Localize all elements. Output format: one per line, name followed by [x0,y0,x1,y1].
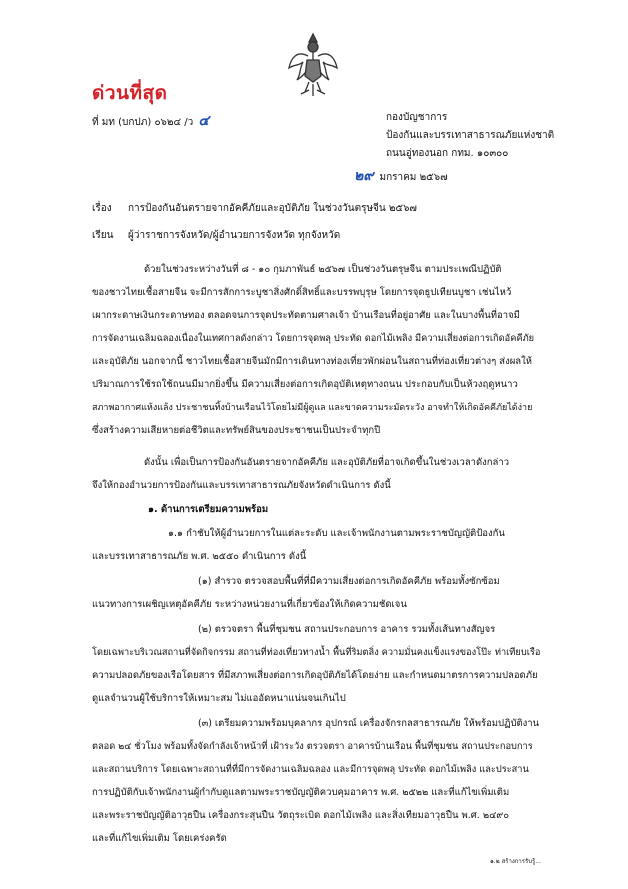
para1-line: และอุบัติภัย นอกจากนี้ ชาวไทยเชื้อสายจีนมักมีการเดินทางท่องเที่ยวพักผ่อนในสถานที่ท่องเที่ยวต่างๆ ส่งผลให้ [92,356,532,367]
para2-line: จึงให้กองอำนวยการป้องกันและบรรเทาสาธารณภัยจังหวัดดำเนินการ ดังนี้ [92,480,391,491]
section-1-title: ๑. ด้านการเตรียมความพร้อม [148,504,269,515]
sub-item-3-line: และพระราชบัญญัติอาวุธปืน เครื่องกระสุนปืน วัตถุระเบิด ดอกไม้เพลิง และสิ่งเทียมอาวุธปืน พ.ศ. ๒๔๙๐ [92,810,510,821]
para1-line: การจัดงานเฉลิมฉลองเนื่องในเทศกาลดังกล่าว โดยการจุดพลุ ประทัด ดอกไม้เพลิง มีความเสี่ยงต่อการเกิดอัคคีภัย [92,333,535,344]
para2-line: ดังนั้น เพื่อเป็นการป้องกันอันตรายจากอัคคีภัย และอุบัติภัยที่อาจเกิดขึ้นในช่วงเวลาดังกล่าว [144,457,510,468]
continuation-note: ๑.๒ สร้างการรับรู้... [490,858,541,865]
subject-text: การป้องกันอันตรายจากอัคคีภัยและอุบัติภัย ในช่วงวันตรุษจีน ๒๕๖๗ [128,203,417,214]
para1-line: ของชาวไทยเชื้อสายจีน จะมีการสักการะบูชาสิ่งศักดิ์สิทธิ์และบรรพบุรุษ โดยการจุดธูปเทียนบูชา เช่นไหว้ [92,287,512,298]
document-date [354,165,448,187]
document-number-handwritten: ๔ [198,113,210,129]
sender-line-3: ถนนอู่ทองนอก กทม. ๑๐๓๐๐ [386,148,509,159]
document-number-prefix: ที่ มท (บกปภ) ๐๖๒๔ /ว [92,117,194,128]
date-day-handwritten: ๒๙ [354,168,374,184]
para1-line: เผากระดาษเงินกระดาษทอง ตลอดจนการจุดประทัดตามศาลเจ้า บ้านเรือนที่อยู่อาศัย และในบางพื้นที่อาจมี [92,310,520,321]
para1-line: ซึ่งสร้างความเสียหายต่อชีวิตและทรัพย์สินของประชาชนเป็นประจำทุกปี [92,425,381,436]
date-month-year: มกราคม ๒๕๖๗ [379,172,448,183]
para1-line: ปริมาณการใช้รถใช้ถนนมีมากยิ่งขึ้น มีความเสี่ยงต่อการเกิดอุบัติเหตุทางถนน ประกอบกับเป็นห้วงฤดูหนาว [92,379,518,390]
para1-line: สภาพอากาศแห้งแล้ง ประชาชนทิ้งบ้านเรือนไว้โดยไม่มีผู้ดูแล และขาดความระมัดระวัง อาจทำให้เกิดอัคคีภัยได้ง่าย [92,403,533,413]
sub-item-3-line: (๓) เตรียมความพร้อมบุคลากร อุปกรณ์ เครื่องจักรกลสาธารณภัย ให้พร้อมปฏิบัติงาน [198,718,540,729]
sub-item-2-line: ความปลอดภัยของเรือโดยสาร ที่มีสภาพเสี่ยงต่อการเกิดอุบัติภัยได้โดยง่าย และกำหนดมาตรการความปลอดภัย [92,670,538,681]
sender-line-2: ป้องกันและบรรเทาสาธารณภัยแห่งชาติ [386,130,555,141]
sub-item-3-line: และสถานบริการ โดยเฉพาะสถานที่ที่มีการจัดงานเฉลิมฉลอง และมีการจุดพลุ ประทัด ดอกไม้เพลิง และประสาน [92,764,529,775]
document-number [92,110,209,132]
item-1-1-line: และบรรเทาสาธารณภัย พ.ศ. ๒๕๕๐ ดำเนินการ ดังนี้ [92,551,307,562]
sub-item-2-line: (๒) ตรวจตรา พื้นที่ชุมชน สถานประกอบการ อาคาร รวมทั้งเส้นทางสัญจร [198,624,496,635]
recipient-text: ผู้ว่าราชการจังหวัด/ผู้อำนวยการจังหวัด ทุกจังหวัด [128,230,341,241]
urgency-label: ด่วนที่สุด [92,82,168,104]
sub-item-3-line: และที่แก้ไขเพิ่มเติม โดยเคร่งครัด [92,833,227,844]
subject-label: เรื่อง [92,203,112,214]
garuda-emblem-icon [287,30,339,100]
para1-line: ด้วยในช่วงระหว่างวันที่ ๘ - ๑๐ กุมภาพันธ์ ๒๕๖๗ เป็นช่วงวันตรุษจีน ตามประเพณีปฏิบัติ [144,264,502,275]
sub-item-2-line: โดยเฉพาะบริเวณสถานที่จัดกิจกรรม สถานที่ท่องเที่ยวทางน้ำ พื้นที่ริมตลิ่ง ความมั่นคงแข็งแรงของโป๊ะ ท่าเทียบเรือ [92,647,541,658]
sub-item-1-line: (๑) สำรวจ ตรวจสอบพื้นที่ที่มีความเสี่ยงต่อการเกิดอัคคีภัย พร้อมทั้งซักซ้อม [198,576,500,587]
item-1-1-line: ๑.๑ กำชับให้ผู้อำนวยการในแต่ละระดับ และเจ้าพนักงานตามพระราชบัญญัติป้องกัน [168,528,505,539]
recipient-label: เรียน [92,230,114,241]
sub-item-1-line: แนวทางการเผชิญเหตุอัคคีภัย ระหว่างหน่วยงานที่เกี่ยวข้องให้เกิดความชัดเจน [92,599,407,610]
sub-item-3-line: การปฏิบัติกับเจ้าพนักงานผู้กำกับดูแลตามพระราชบัญญัติควบคุมอาคาร พ.ศ. ๒๕๒๒ และที่แก้ไขเพิ่มเติม [92,787,510,798]
sub-item-2-line: ดูแลจำนวนผู้ใช้บริการให้เหมาะสม ไม่แออัดหนาแน่นจนเกินไป [92,693,346,704]
sender-line-1: กองบัญชาการ [386,112,448,123]
sub-item-3-line: ตลอด ๒๔ ชั่วโมง พร้อมทั้งจัดกำลังเจ้าหน้าที่ เฝ้าระวัง ตรวจตรา อาคารบ้านเรือน พื้นที่ชุมชน สถานประกอบการ [92,741,533,752]
